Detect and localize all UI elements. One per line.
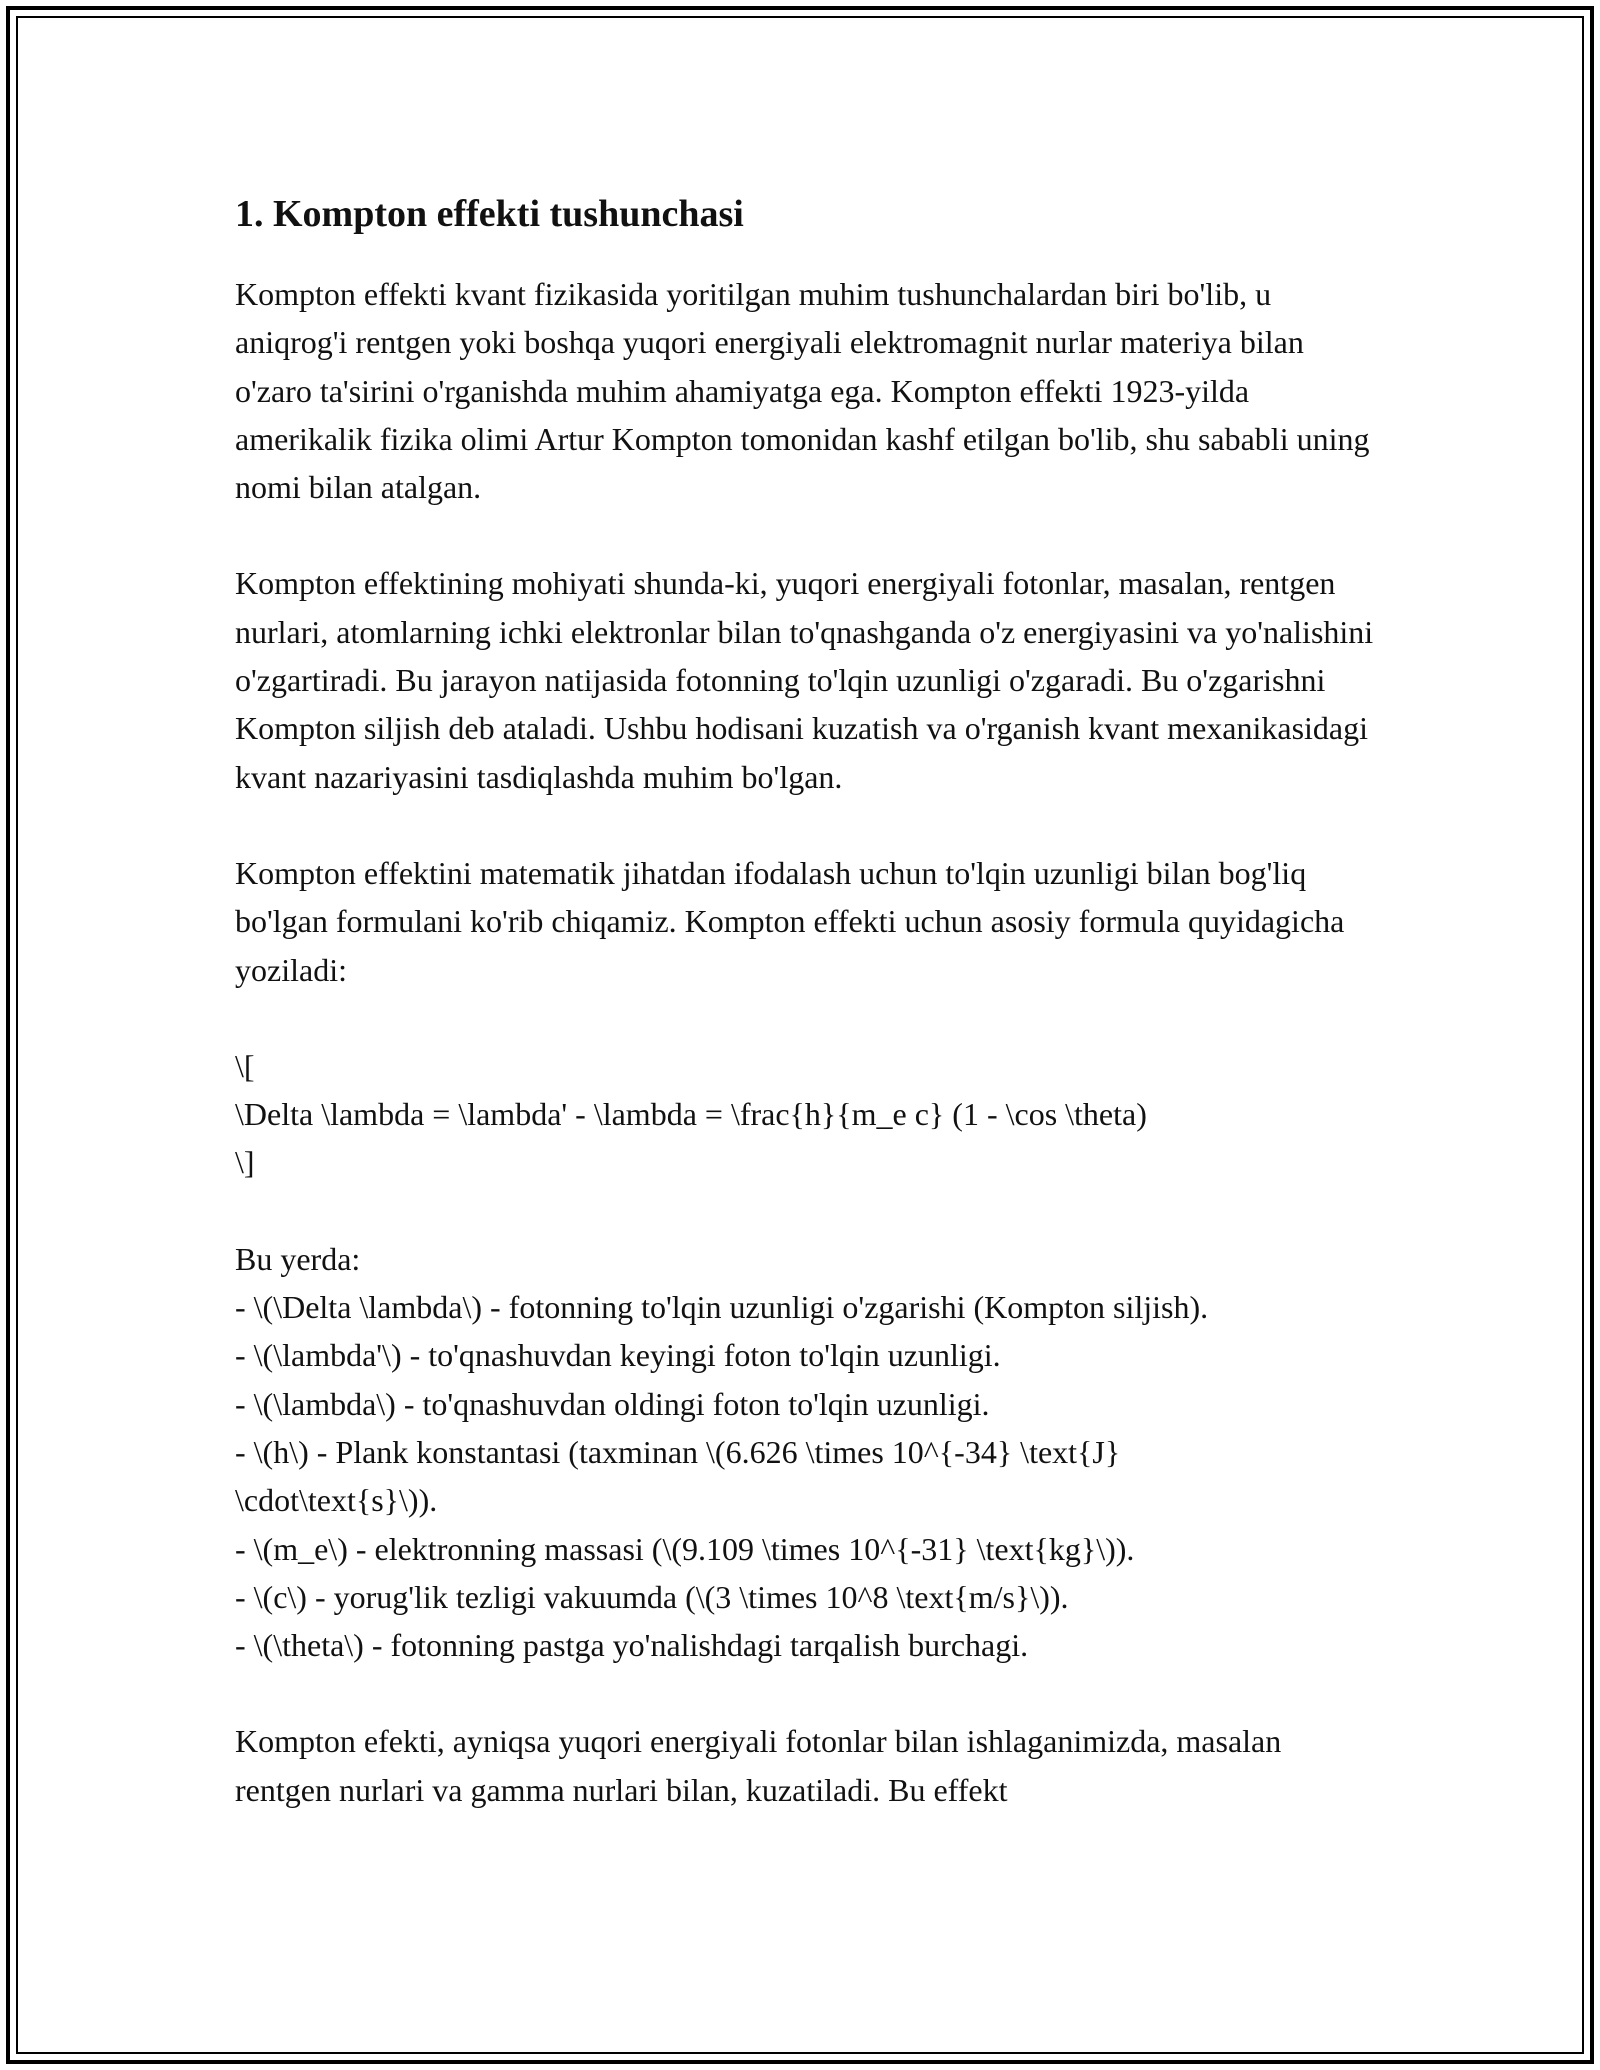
formula-close: \]: [235, 1144, 255, 1181]
paragraph-essence: Kompton effektining mohiyati shunda-ki, yuqori energiyali fotonlar, masalan, rentgen nurlari, atomlarning ichki elektronlar bilan to'qnashganda o'z energiyasini va yo'nalishini o'zgartiradi. Bu jarayon natijasida fotonning to'lqin uzunligi o'zgaradi. Bu o'zgarishni Kompton siljish deb ataladi. Ushbu hodisani kuzatish va o'rganish kvant mexanikasidagi kvant nazariyasini tasdiqlashda muhim bo'lgan.: [235, 565, 1374, 795]
document-body: [235, 186, 1375, 1862]
paragraph-closing: Kompton efekti, ayniqsa yuqori energiyali fotonlar bilan ishlaganimizda, masalan rentgen nurlari va gamma nurlari bilan, kuzatiladi. Bu effekt: [235, 1723, 1282, 1808]
formula-open: \[: [235, 1047, 255, 1084]
definitions-intro: Bu yerda:: [235, 1240, 361, 1277]
definition-item-continued: \cdot\text{s}\)).: [235, 1482, 438, 1519]
paragraph-formula-lead: Kompton effektini matematik jihatdan ifodalash uchun to'lqin uzunligi bilan bog'liq bo'lgan formulani ko'rib chiqamiz. Kompton effekti uchun asosiy formula quyidagicha yoziladi:: [235, 854, 1345, 988]
definition-item: - \(\Delta \lambda\) - fotonning to'lqin uzunligi o'zgarishi (Kompton siljish).: [235, 1289, 1209, 1326]
section-heading: 1. Kompton effekti tushunchasi: [235, 193, 744, 235]
definition-item: - \(c\) - yorug'lik tezligi vakuumda (\(3 \times 10^8 \text{m/s}\)).: [235, 1578, 1069, 1615]
definition-item: - \(\theta\) - fotonning pastga yo'nalishdagi tarqalish burchagi.: [235, 1627, 1029, 1664]
definition-item: - \(\lambda'\) - to'qnashuvdan keyingi foton to'lqin uzunligi.: [235, 1337, 1001, 1374]
formula-block: [235, 1042, 1375, 1187]
paragraph-intro: Kompton effekti kvant fizikasida yoritilgan muhim tushunchalardan biri bo'lib, u aniqrog'i rentgen yoki boshqa yuqori energiyali elektromagnit nurlar materiya bilan o'zaro ta'sirini o'rganishda muhim ahamiyatga ega. Kompton effekti 1923-yilda amerikalik fizika olimi Artur Kompton tomonidan kashf etilgan bo'lib, shu sababli uning nomi bilan atalgan.: [235, 276, 1370, 506]
definitions-list: [235, 1235, 1375, 1670]
definition-item: - \(\lambda\) - to'qnashuvdan oldingi foton to'lqin uzunligi.: [235, 1385, 990, 1422]
formula-body: \Delta \lambda = \lambda' - \lambda = \frac{h}{m_e c} (1 - \cos \theta): [235, 1096, 1147, 1133]
definition-item: - \(h\) - Plank konstantasi (taxminan \(6.626 \times 10^{-34} \text{J}: [235, 1433, 1121, 1470]
definition-item: - \(m_e\) - elektronning massasi (\(9.109 \times 10^{-31} \text{kg}\)).: [235, 1530, 1135, 1567]
